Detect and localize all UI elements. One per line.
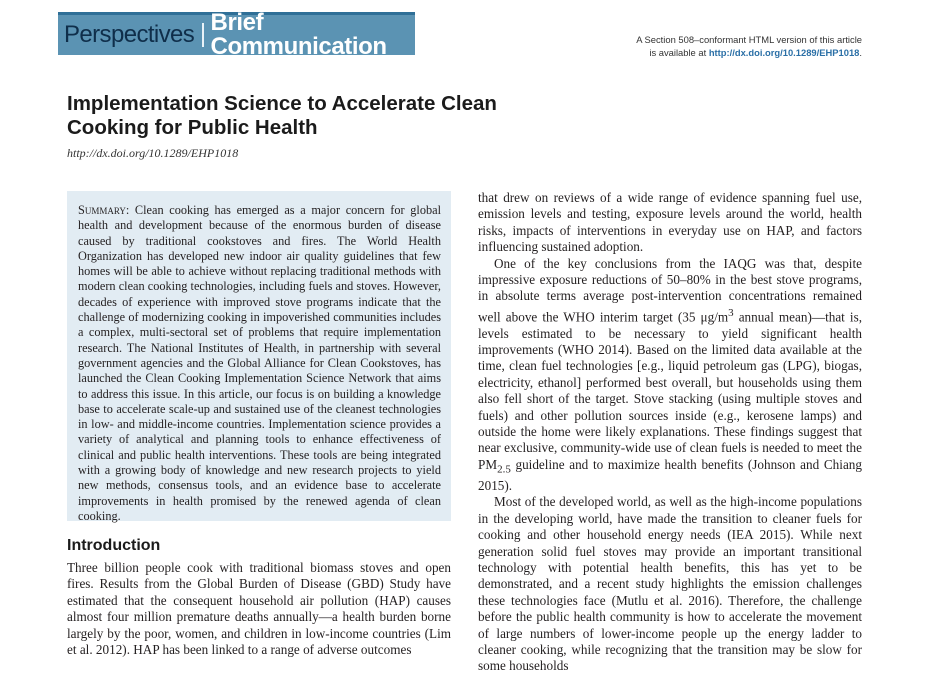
note-prefix: is available at — [649, 47, 709, 58]
note-line-2 — [636, 46, 862, 59]
html-version-link[interactable]: http://dx.doi.org/10.1289/EHP1018 — [708, 47, 860, 58]
article-doi[interactable]: http://dx.doi.org/10.1289/EHP1018 — [67, 146, 239, 160]
note-suffix: . — [859, 47, 862, 58]
summary-label: Summary: — [78, 203, 130, 217]
article-title: Implementation Science to Accelerate Clean Cooking for Public Health — [67, 92, 497, 139]
paragraph-3: Most of the developed world, as well as the high-income populations in the developing world, have made the transition to cleaner fuels for cooking and other household energy needs (IEA 2015). While next generation solid fuel stoves may provide an important transitional technology with potential health benefits, this has yet to be demonstrated, and a recent study highlights the emission challenges these technologies face (Mutlu et al. 2016). Therefore, the challenge before the public health community is how to accelerate the movement of large numbers of lower-income people up the energy ladder to cleaner cooking, while recognizing that the transition may be slow for some households — [478, 494, 862, 674]
unit-superscript: 3 — [728, 306, 734, 319]
perspectives-label: Perspectives — [64, 21, 195, 48]
paragraph-2-part-c: guideline and to maximize health benefits (Johnson and Chiang 2015). — [478, 456, 862, 493]
summary-text: Clean cooking has emerged as a major concern for global health and development because of the enormous burden of disease caused by traditional cookstoves and fires. The World Health Organization has developed new indoor air quality guidelines that few homes will be able to achieve without replacing traditional methods with modern clean cooking technologies, including fuels and stoves. However, decades of experience with improved stove programs indicate that the challenge of modernizing cooking in impoverished communities includes a complex, multi-sectoral set of problems that require implementation research. The National Institutes of Health, in partnership with several government agencies and the Global Alliance for Clean Cookstoves, has launched the Clean Cooking Implementation Science Network that aims to address this issue. In this article, our focus is on building a knowledge base to accelerate scale-up and sustained use of the cleanest technologies in low- and middle-income countries. Implementation science provides a variety of analytical and planning tools to enhance effectiveness of clinical and public health interventions. These tools are being integrated with a growing body of knowledge and new research projects to yield new methods, consensus tools, and an evidence base to accelerate improvements in health promised by the renewed agenda of clean cooking. — [78, 203, 441, 523]
introduction-text: Three billion people cook with traditional biomass stoves and open fires. Results from the Global Burden of Disease (GBD) Study have estimated that the consequent household air pollution (HAP) causes almost four million premature deaths annually—a health burden borne largely by the poor, women, and children in low-income countries (Lim et al. 2012). HAP has been linked to a range of adverse outcomes — [67, 560, 451, 658]
right-column — [478, 190, 863, 674]
section-banner — [58, 9, 415, 60]
banner-divider — [202, 23, 203, 47]
paragraph-2-part-a: One of the key conclusions from the IAQG was that, despite impressive exposure reductions of 50–80% in the best stove programs, in absolute terms average post-intervention concentrations remained well above the WHO interim target (35 μg/m — [478, 255, 862, 325]
paragraph-2 — [478, 256, 862, 495]
introduction-heading: Introduction — [67, 537, 161, 554]
note-line-1: A Section 508–conformant HTML version of this article — [636, 34, 862, 45]
paragraph-2-part-b: annual mean)—that is, levels estimated to be necessary to yield significant health improvements (WHO 2014). Based on the limited data available at the time, clean fuel technologies [e.g., liquid petroleum gas (LPG), biogas, electricity, ethanol] performed best overall, but households using them also fell short of the target. Stove stacking (using multiple stoves and fuels) and other pollution sources inside (e.g., kerosene lamps) and outside the home were likely explanations. These findings suggest that near exclusive, community-wide use of clean fuels is needed to meet the PM — [478, 309, 863, 472]
paragraph-1: that drew on reviews of a wide range of evidence spanning fuel use, emission levels and testing, exposure levels around the world, health risks, impacts of interventions in everyday use on HAP, and factors influencing sustained adoption. — [478, 190, 862, 255]
pm-subscript: 2.5 — [497, 463, 511, 476]
brief-communication-label: Brief Communication — [210, 9, 387, 60]
summary-box — [67, 191, 451, 521]
section-508-note — [636, 33, 862, 59]
